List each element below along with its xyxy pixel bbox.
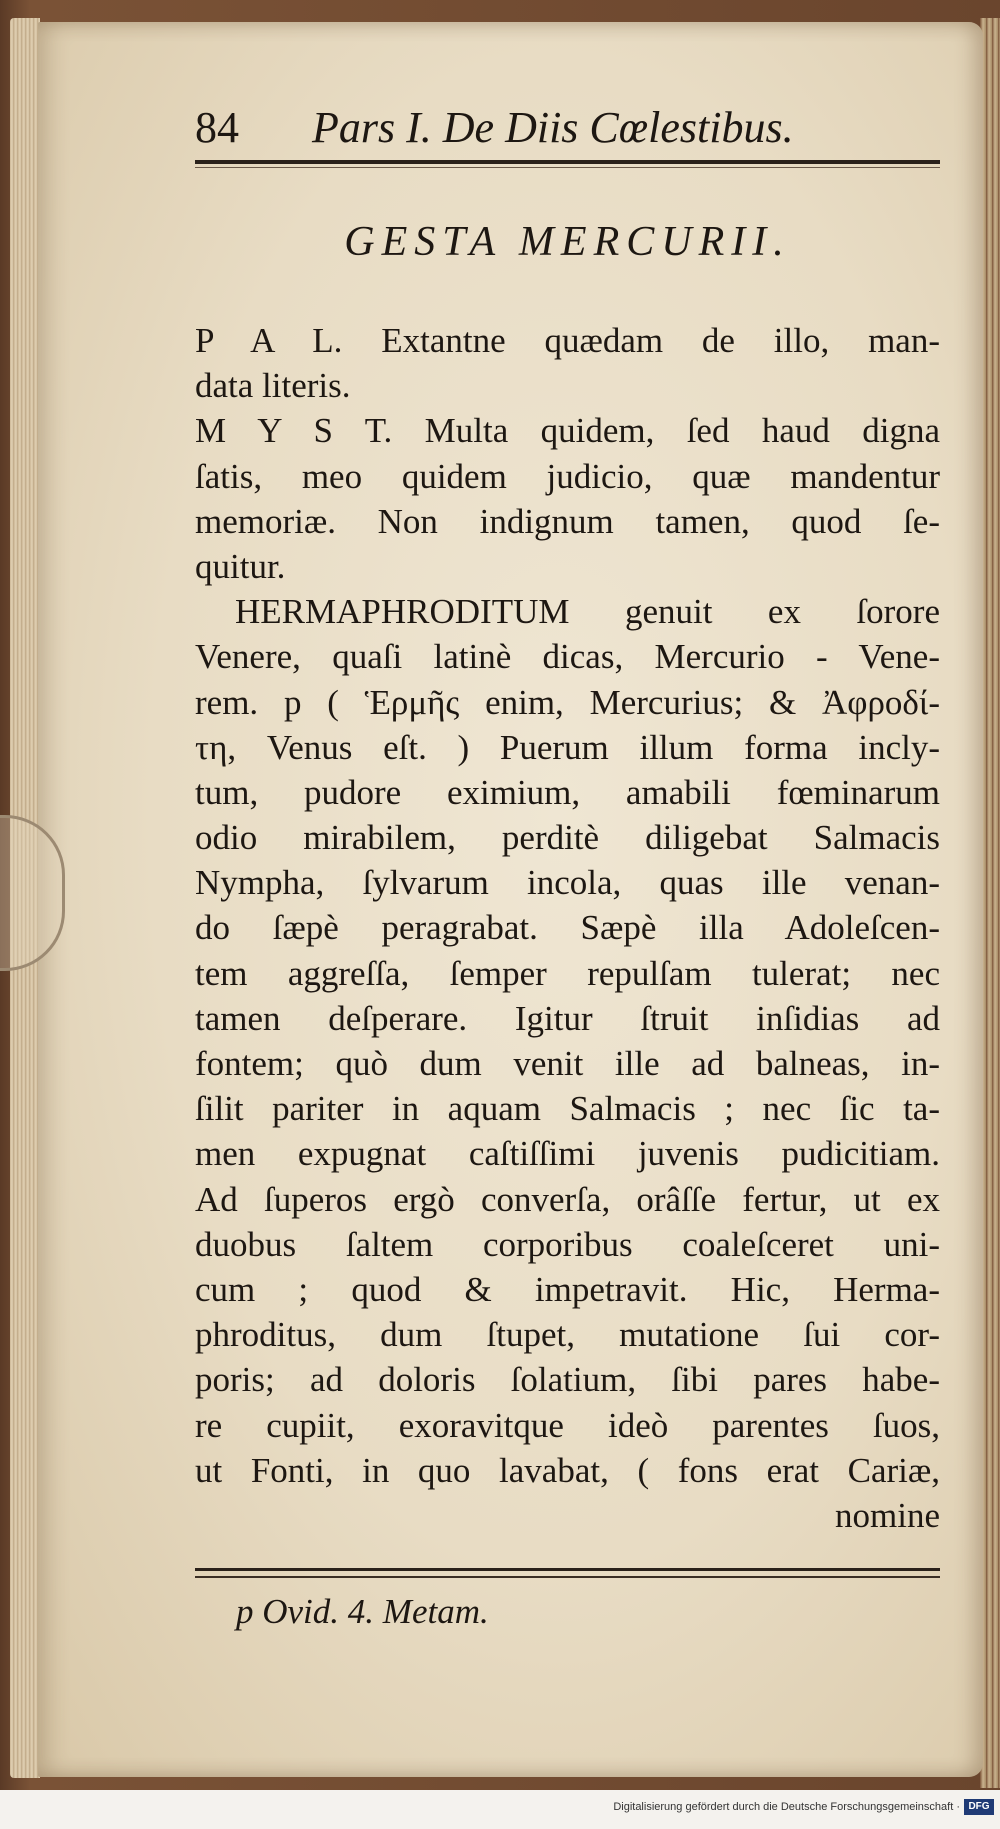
text-line: re cupiit, exoravitque ideò parentes ſuos, xyxy=(195,1405,940,1445)
text-line: quitur. xyxy=(195,546,286,586)
text-line: tem aggreſſa, ſemper repulſam tulerat; nec xyxy=(195,953,940,993)
text-line: men expugnat caſtiſſimi juvenis pudicitiam. xyxy=(195,1134,940,1174)
text-line: Venere, quaſi latinè dicas, Mercurio - Vene- xyxy=(195,637,940,677)
catchword: nomine xyxy=(835,1495,940,1535)
text-line: fontem; quò dum venit ille ad balneas, in- xyxy=(195,1044,940,1083)
dfg-logo: DFG xyxy=(964,1799,994,1815)
text-line: M Y S T. Multa quidem, ſed haud digna xyxy=(195,411,940,451)
text-line: ſilit pariter in aquam Salmacis ; nec ſic ta- xyxy=(195,1089,940,1129)
footnote-rule xyxy=(195,1568,940,1571)
text-line: Ad ſuperos ergò converſa, orâſſe fertur, ut ex xyxy=(195,1179,940,1219)
page-number: 84 xyxy=(195,103,239,152)
text-line: tum, pudore eximium, amabili fœminarum xyxy=(195,772,940,812)
text-line: ut Fonti, in quo lavabat, ( fons erat Cariæ, xyxy=(195,1450,940,1490)
footnote-rule-thin xyxy=(195,1576,940,1578)
text-line: τη, Venus eſt. ) Puerum illum forma incly- xyxy=(195,727,940,767)
text-line: phroditus, dum ſtupet, mutatione ſui cor- xyxy=(195,1315,940,1355)
credit-text: Digitalisierung gefördert durch die Deutsche Forschungsgemeinschaft · xyxy=(613,1801,960,1813)
header-rule xyxy=(195,160,940,164)
text-line: memoriæ. Non indignum tamen, quod ſe- xyxy=(195,501,940,541)
running-head: Pars I. De Diis Cœlestibus. xyxy=(312,103,794,152)
text-line: cum ; quod & impetravit. Hic, Herma- xyxy=(195,1269,940,1309)
text-line: rem. p ( Ἑρμῆς enim, Mercurius; & Ἀφροδί- xyxy=(195,682,940,722)
text-line: tamen deſperare. Igitur ſtruit inſidias ad xyxy=(195,998,940,1038)
text-line: do ſæpè peragrabat. Sæpè illa Adoleſcen- xyxy=(195,908,940,948)
text-line: poris; ad doloris ſolatium, ſibi pares habe- xyxy=(195,1360,940,1400)
body-text xyxy=(195,318,940,1538)
section-title: GESTA MERCURII. xyxy=(344,219,791,265)
text-line: data literis. xyxy=(195,366,351,406)
header-rule-thin xyxy=(195,167,940,168)
page-edges-right xyxy=(980,18,1000,1788)
text-line: duobus ſaltem corporibus coaleſceret uni- xyxy=(195,1224,940,1264)
text-line: odio mirabilem, perditè diligebat Salmacis xyxy=(195,818,940,858)
text-line: HERMAPHRODITUM genuit ex ſorore xyxy=(235,592,940,632)
text-line: ſatis, meo quidem judicio, quæ mandentur xyxy=(195,456,940,496)
credit-bar xyxy=(0,1790,1000,1829)
text-line: P A L. Extantne quædam de illo, man- xyxy=(195,321,940,360)
footnote: p Ovid. 4. Metam. xyxy=(236,1592,489,1631)
page-header xyxy=(195,98,940,158)
text-line: Nympha, ſylvarum incola, quas ille venan- xyxy=(195,863,940,903)
